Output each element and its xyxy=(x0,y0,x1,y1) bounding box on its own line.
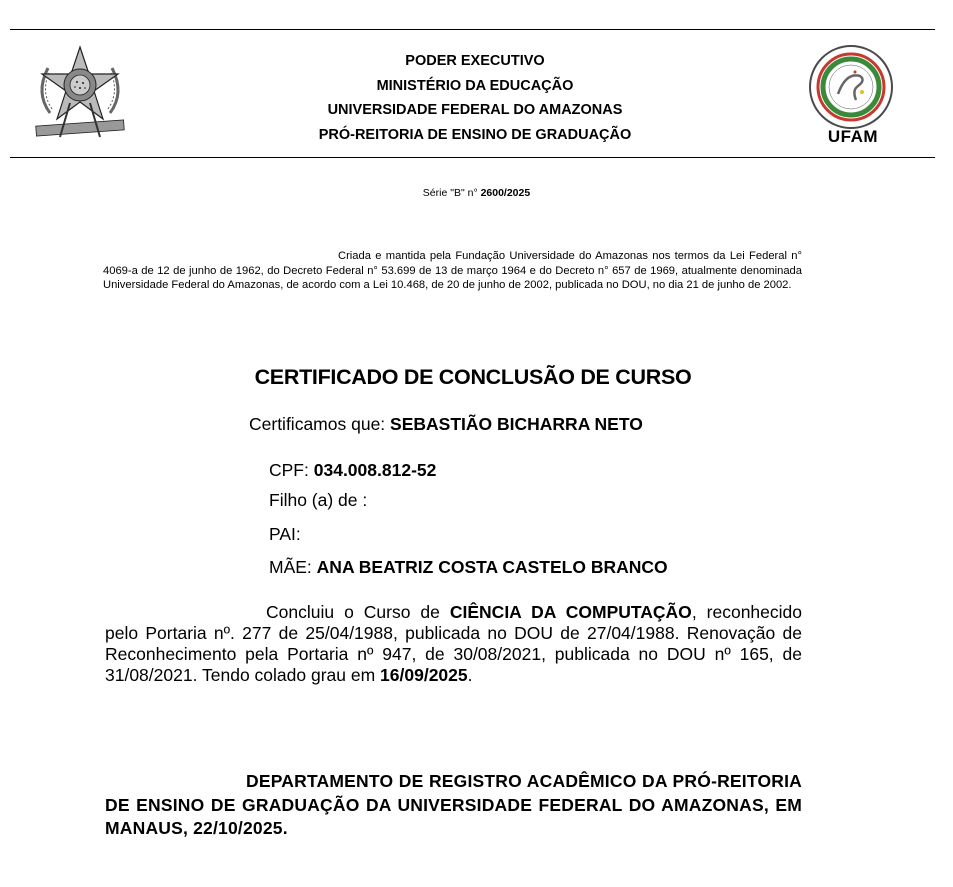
ufam-seal-icon xyxy=(808,44,894,130)
certify-label: Certificamos que: xyxy=(249,414,386,434)
father-label: PAI: xyxy=(269,524,301,544)
mother-value: ANA BEATRIZ COSTA CASTELO BRANCO xyxy=(316,557,668,577)
institution-header xyxy=(230,49,720,147)
cpf-label: CPF: xyxy=(269,460,309,480)
serie-value: 2600/2025 xyxy=(480,187,531,199)
cpf-value: 034.008.812-52 xyxy=(313,460,437,480)
mother-label: MÃE: xyxy=(269,557,312,577)
mother-field xyxy=(269,557,668,578)
paragraph-end: . xyxy=(467,665,473,685)
parents-heading: Filho (a) de : xyxy=(269,490,368,510)
completion-intro: Concluiu o Curso de xyxy=(266,602,440,622)
header-line-pro-rectory: PRÓ-REITORIA DE ENSINO DE GRADUAÇÃO xyxy=(318,126,632,143)
graduation-date: 16/09/2025 xyxy=(380,665,468,685)
graduate-name: SEBASTIÃO BICHARRA NETO xyxy=(390,414,643,434)
serie-label: Série "B" n° xyxy=(422,187,478,199)
issuing-department-statement: DEPARTAMENTO DE REGISTRO ACADÊMICO DA PRÓ-REITORIA DE ENSINO DE GRADUAÇÃO DA UNIVERSIDADE FEDERAL DO AMAZONAS, EM MANAUS, 22/10/2025. xyxy=(105,771,802,838)
ufam-logo-text: UFAM xyxy=(827,127,879,146)
father-field xyxy=(269,524,301,545)
header-line-university: UNIVERSIDADE FEDERAL DO AMAZONAS xyxy=(327,102,623,118)
completion-paragraph xyxy=(105,602,802,686)
course-name: CIÊNCIA DA COMPUTAÇÃO xyxy=(449,602,692,622)
certificate-title: CERTIFICADO DE CONCLUSÃO DE CURSO xyxy=(254,365,692,389)
certify-line xyxy=(249,414,643,435)
serie-number xyxy=(0,187,953,199)
cpf-field xyxy=(269,460,436,481)
recognition-text: , reconhecido pelo Portaria nº. 277 de 25/04/1988, publicada no DOU de 27/04/1988. Renovação de Reconhecimento pela Portaria nº 947, de 30/08/2021, publicada no DOU nº 165, de 31/08/2021. Tendo colado grau em xyxy=(105,602,802,685)
header-top-rule xyxy=(10,29,935,30)
header-bottom-rule xyxy=(10,157,935,158)
header-line-executive: PODER EXECUTIVO xyxy=(405,53,545,69)
legal-basis-text: Criada e mantida pela Fundação Universidade do Amazonas nos termos da Lei Federal n° 4069-a de 12 de junho de 1962, do Decreto Federal n° 53.699 de 13 de março 1964 e do Decreto n° 657 de 1969, atualmente denominada Universidade Federal do Amazonas, de acordo com a Lei 10.468, de 20 de junho de 2002, publicada no DOU, no dia 21 de junho de 2002. xyxy=(103,250,802,291)
brazil-coat-of-arms-icon xyxy=(30,43,130,141)
header-line-ministry: MINISTÉRIO DA EDUCAÇÃO xyxy=(376,77,574,94)
